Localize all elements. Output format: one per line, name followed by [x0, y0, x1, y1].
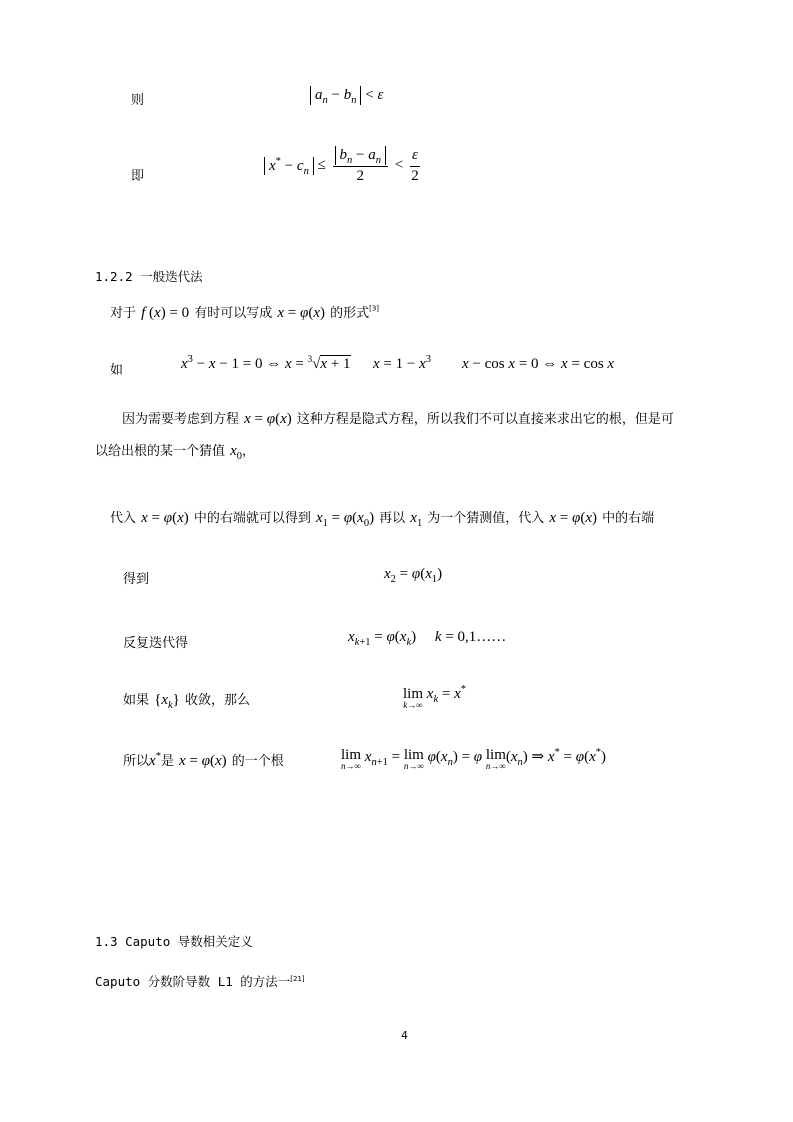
- dedao-label: 得到: [123, 572, 150, 587]
- paragraph-line-1: 因为需要考虑到方程 x = φ(x) 这种方程是隐式方程，所以我们不可以直接来求出它的根，但是可: [122, 411, 674, 427]
- formula-an-bn: $a_n - b_n < \varepsilon$: [310, 86, 383, 105]
- formula-limit: lim k→∞ $x_k = x^*$: [403, 684, 466, 710]
- citation: [21]: [290, 974, 305, 983]
- ji-label: 即: [131, 169, 145, 184]
- formula-x2: $x_2 = \varphi(x_1)$: [384, 566, 443, 585]
- ze-label: 则: [131, 93, 145, 108]
- formula-iteration: $x_{k+1} = \varphi(x_k)$ k = 0,1……: [348, 629, 507, 648]
- formula-fixed-point: lim n→∞ $x_{n+1} = \lim$ n→∞ $\varphi(x_n) = \varphi$ lim n→∞ $(x_n)$ ⇒ x* = φ(x*): [341, 747, 606, 771]
- example-cos: x − cos x = 0 ⇔ x = cos x: [462, 356, 615, 372]
- citation: [3]: [369, 304, 380, 313]
- root-statement: 所以x*是 x = φ(x) 的一个根: [123, 751, 284, 769]
- ru-label: 如: [110, 363, 124, 378]
- section-heading-1-2-2: 1.2.2 一般迭代法: [95, 269, 203, 284]
- section-heading-1-3: 1.3 Caputo 导数相关定义: [95, 934, 253, 949]
- fanfu-label: 反复迭代得: [123, 636, 189, 651]
- paragraph-line-2: 以给出根的某一个猜值 $x_0$，: [95, 443, 256, 462]
- example-alt: $x = 1 - x^3$: [373, 354, 432, 372]
- intro-line: 对于 f (x) = 0 有时可以写成 x = φ(x) 的形式[3]: [110, 304, 380, 321]
- formula-error-bound: $x^* - c_n$ ≤ $\frac{b_n - a_n}{2}$ < $\frac{\varepsilon}{2}$: [264, 146, 423, 186]
- caputo-method-line: Caputo 分数阶导数 L1 的方法一[21]: [95, 974, 305, 989]
- example-cubic: $x^3 - x - 1 = 0$ ⇔ x = $^3$√x + 1: [181, 354, 351, 372]
- page-number: 4: [401, 1029, 408, 1042]
- convergence-condition: 如果 $\{x_k\}$ 收敛，那么: [123, 692, 250, 711]
- substitution-line: 代入 x = φ(x) 中的右端就可以得到 $x_1 = \varphi(x_0)$ 再以 $x_1$ 为一个猜测值，代入 x = φ(x) 中的右端: [110, 510, 655, 529]
